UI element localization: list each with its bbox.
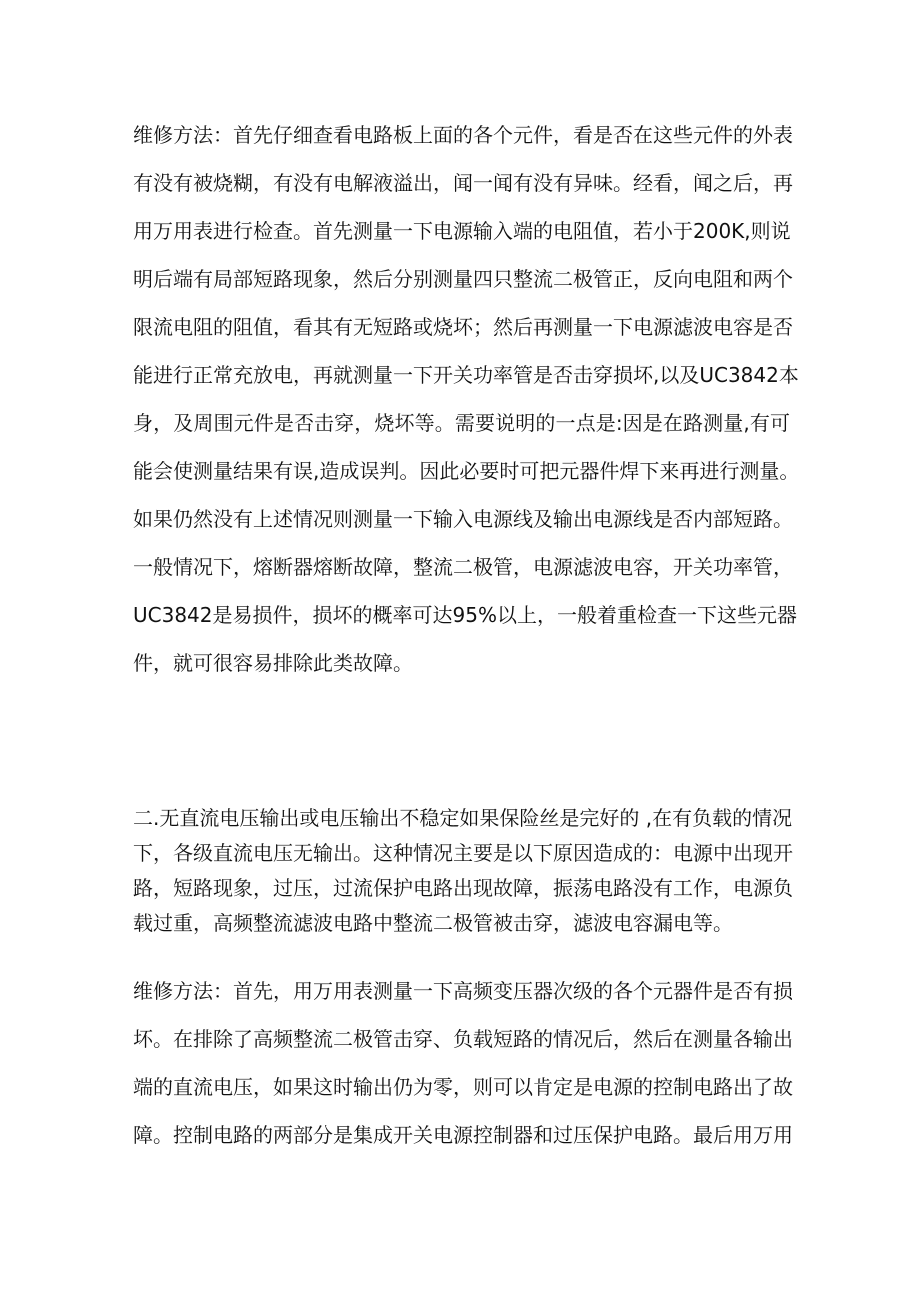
text-line: 能进行正常充放电，再就测量一下开关功率管是否击穿损坏,以及UC3842本 <box>133 363 799 387</box>
text-line: 一般情况下，熔断器熔断故障，整流二极管，电源滤波电容，开关功率管， <box>133 555 793 579</box>
text-line: 端的直流电压，如果这时输出仍为零，则可以肯定是电源的控制电路出了故 <box>133 1075 793 1099</box>
text-line: 障。控制电路的两部分是集成开关电源控制器和过压保护电路。最后用万用 <box>133 1123 793 1147</box>
text-line: 身，及周围元件是否击穿，烧坏等。需要说明的一点是:因是在路测量,有可 <box>133 411 790 435</box>
text-line: 二.无直流电压输出或电压输出不稳定如果保险丝是完好的 ,在有负载的情况 <box>133 806 793 830</box>
text-line: 维修方法：首先，用万用表测量一下高频变压器次级的各个元器件是否有损 <box>133 979 793 1003</box>
text-line: UC3842是易损件，损坏的概率可达95%以上，一般着重检查一下这些元器 <box>133 603 797 627</box>
text-line: 路，短路现象，过压，过流保护电路出现故障，振荡电路没有工作，电源负 <box>133 876 793 900</box>
text-line: 能会使测量结果有误,造成误判。因此必要时可把元器件焊下来再进行测量。 <box>133 459 800 483</box>
text-line: 坏。在排除了高频整流二极管击穿、负载短路的情况后，然后在测量各输出 <box>133 1027 793 1051</box>
text-line: 下，各级直流电压无输出。这种情况主要是以下原因造成的：电源中出现开 <box>133 841 793 865</box>
text-line: 用万用表进行检查。首先测量一下电源输入端的电阻值，若小于200K,则说 <box>133 219 791 243</box>
text-line: 限流电阻的阻值，看其有无短路或烧坏；然后再测量一下电源滤波电容是否 <box>133 315 793 339</box>
text-line: 载过重，高频整流滤波电路中整流二极管被击穿，滤波电容漏电等。 <box>133 911 733 935</box>
text-line: 维修方法：首先仔细查看电路板上面的各个元件，看是否在这些元件的外表 <box>133 123 793 147</box>
text-line: 件，就可很容易排除此类故障。 <box>133 651 413 675</box>
text-line: 有没有被烧糊，有没有电解液溢出，闻一闻有没有异味。经看，闻之后，再 <box>133 171 793 195</box>
text-line: 如果仍然没有上述情况则测量一下输入电源线及输出电源线是否内部短路。 <box>133 507 793 531</box>
text-line: 明后端有局部短路现象，然后分别测量四只整流二极管正，反向电阻和两个 <box>133 267 793 291</box>
